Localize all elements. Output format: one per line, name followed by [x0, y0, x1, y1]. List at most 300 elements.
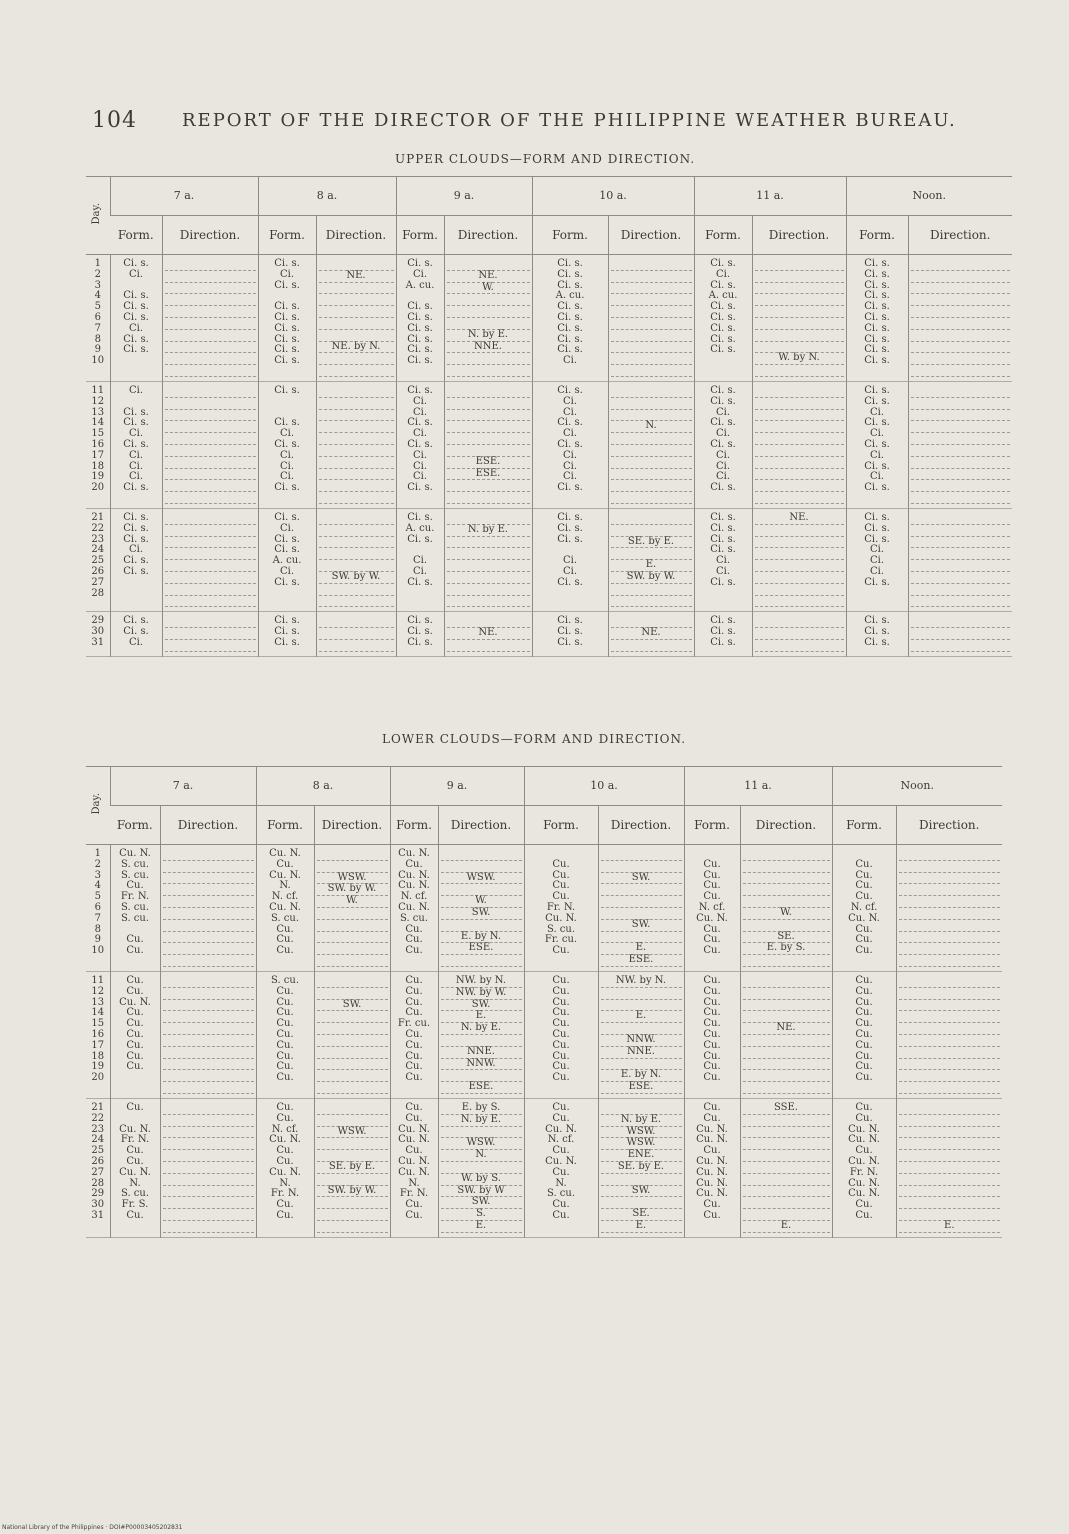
- cell-line: [611, 271, 692, 283]
- time-header-11a: 11 a.: [694, 177, 846, 216]
- cell-line: [611, 457, 692, 469]
- cell-line: Ci.: [412, 555, 428, 567]
- cell-line: [317, 988, 388, 1000]
- cell-line: NNE.: [447, 342, 530, 354]
- cell-line: ENE.: [601, 1150, 682, 1162]
- cell-line: [163, 932, 254, 944]
- cell-line: N. cf.: [271, 1123, 299, 1135]
- form-cell: [396, 255, 444, 382]
- cell-line: [743, 1082, 830, 1094]
- cell-line: Ci. s.: [557, 268, 583, 280]
- direction-cell: [438, 845, 524, 972]
- cell-line: [163, 988, 254, 1000]
- direction-cell: [598, 1098, 684, 1237]
- cell-line: 13: [91, 996, 105, 1008]
- cell-line: Ci.: [279, 460, 295, 472]
- cell-line: [165, 584, 256, 596]
- day-numbers: [86, 612, 110, 656]
- cell-line: Cu.: [405, 1072, 423, 1084]
- cell-line: 11: [91, 384, 105, 396]
- form-cell: [684, 971, 740, 1098]
- cell-line: [163, 884, 254, 896]
- direction-header: Direction.: [740, 806, 832, 845]
- cell-line: [911, 259, 1011, 271]
- cell-line: Cu.: [405, 945, 423, 957]
- cell-line: [165, 445, 256, 457]
- cell-line: Cu.: [703, 1028, 721, 1040]
- cell-line: [911, 386, 1011, 398]
- direction-header: Direction.: [444, 216, 532, 255]
- cell-line: Ci. s.: [123, 626, 149, 638]
- cell-line: NE.: [611, 628, 692, 640]
- day-group-row: [86, 845, 1002, 972]
- cell-line: 2: [94, 858, 101, 870]
- cell-line: Ci. s.: [557, 258, 583, 269]
- cell-line: Cu.: [405, 1145, 423, 1157]
- cell-line: Cu.: [703, 1039, 721, 1051]
- cell-line: [743, 1127, 830, 1139]
- time-header-7a: 7 a.: [110, 177, 258, 216]
- form-header: Form.: [524, 806, 598, 845]
- cell-line: [317, 849, 388, 861]
- cell-line: Ci. s.: [710, 511, 736, 523]
- cell-line: Ci.: [715, 555, 731, 567]
- cell-line: 1: [94, 848, 101, 859]
- cell-line: [755, 306, 844, 318]
- direction-cell: [444, 508, 532, 611]
- cell-line: Ci. s.: [864, 311, 890, 323]
- cell-line: [755, 537, 844, 549]
- cell-line: 11: [91, 974, 105, 986]
- cell-line: [261, 589, 314, 600]
- cell-line: [743, 1197, 830, 1209]
- direction-cell: [908, 381, 1012, 508]
- cell-line: [743, 1115, 830, 1127]
- cell-line: [601, 1174, 682, 1186]
- cell-line: [447, 306, 530, 318]
- direction-cell: [160, 845, 256, 972]
- form-cell: [846, 381, 908, 508]
- direction-cell: [752, 381, 846, 508]
- cell-line: 22: [91, 522, 105, 534]
- cell-line: SW.: [441, 908, 522, 920]
- cell-line: [165, 433, 256, 445]
- cell-line: Cu.: [855, 996, 873, 1008]
- cell-line: [743, 1059, 830, 1071]
- cell-line: SSE.: [743, 1103, 830, 1115]
- cell-line: Ci. s.: [123, 533, 149, 545]
- cell-line: Cu. N.: [398, 1134, 430, 1146]
- cell-line: [911, 353, 1011, 365]
- cell-line: NNW.: [601, 1035, 682, 1047]
- cell-line: Cu.: [276, 1199, 294, 1211]
- cell-line: Ci.: [412, 471, 428, 483]
- cell-line: Cu.: [552, 945, 570, 957]
- cell-line: SW. by W.: [317, 1186, 388, 1198]
- cell-line: Ci.: [128, 544, 144, 556]
- cell-line: [163, 1221, 254, 1233]
- cell-line: Ci. s.: [557, 438, 583, 450]
- cell-line: [165, 537, 256, 549]
- cell-line: N.: [279, 880, 291, 892]
- cell-line: Cu.: [276, 1101, 294, 1113]
- cell-line: [317, 932, 388, 944]
- cell-line: [163, 1070, 254, 1082]
- cell-line: Cu.: [405, 1061, 423, 1073]
- cell-line: Cu.: [276, 1112, 294, 1124]
- cell-line: Cu. N.: [398, 1155, 430, 1167]
- direction-cell: [608, 612, 694, 656]
- cell-line: Cu.: [703, 869, 721, 881]
- cell-line: [317, 1082, 388, 1094]
- cell-line: [163, 1209, 254, 1221]
- cell-line: [611, 294, 692, 306]
- cell-line: Cu.: [276, 1039, 294, 1051]
- cell-line: WSW.: [317, 873, 388, 885]
- form-cell: [846, 612, 908, 656]
- cell-line: [317, 1138, 388, 1150]
- cell-line: ESE.: [447, 457, 530, 469]
- cell-line: Cu.: [703, 1145, 721, 1157]
- direction-cell: [314, 1098, 390, 1237]
- cell-line: SW.: [317, 1000, 388, 1012]
- cell-line: [899, 873, 1001, 885]
- cell-line: Cu.: [855, 1112, 873, 1124]
- cell-line: E.: [601, 1011, 682, 1023]
- cell-line: [755, 584, 844, 596]
- form-cell: [396, 508, 444, 611]
- cell-line: Cu. N.: [848, 1134, 880, 1146]
- cell-line: [755, 445, 844, 457]
- cell-line: [849, 589, 906, 600]
- cell-line: 12: [91, 985, 105, 997]
- cell-line: Ci. s.: [557, 533, 583, 545]
- cell-line: [911, 513, 1011, 525]
- cell-line: [755, 421, 844, 433]
- cell-line: Ci.: [412, 268, 428, 280]
- cell-line: 19: [91, 471, 105, 483]
- cell-line: Ci. s.: [864, 626, 890, 638]
- cell-line: Cu.: [703, 1199, 721, 1211]
- cell-line: Cu. N.: [398, 869, 430, 881]
- cell-line: [899, 908, 1001, 920]
- cell-line: 31: [91, 1209, 105, 1221]
- cell-line: Cu.: [276, 1061, 294, 1073]
- cell-line: Cu.: [855, 880, 873, 892]
- cell-line: [319, 628, 394, 640]
- form-cell: [532, 381, 608, 508]
- cell-line: ESE.: [601, 1082, 682, 1094]
- cell-line: N. cf.: [400, 891, 428, 903]
- cell-line: [755, 480, 844, 492]
- cell-line: Ci. s.: [274, 482, 300, 494]
- cell-line: Ci. s.: [407, 576, 433, 588]
- cell-line: Fr. N.: [399, 1188, 429, 1200]
- cell-line: Ci.: [412, 460, 428, 472]
- cell-line: [743, 1035, 830, 1047]
- cell-line: [447, 584, 530, 596]
- direction-cell: [316, 612, 396, 656]
- cell-line: N.: [441, 1150, 522, 1162]
- cell-line: Cu.: [276, 996, 294, 1008]
- cell-line: 22: [91, 1112, 105, 1124]
- cell-line: Ci.: [562, 428, 578, 440]
- cell-line: [317, 920, 388, 932]
- cell-line: [755, 330, 844, 342]
- cell-line: [911, 330, 1011, 342]
- cell-line: Cu. N.: [696, 912, 728, 924]
- cell-line: Cu.: [703, 1061, 721, 1073]
- cell-line: [163, 1127, 254, 1139]
- cell-line: [911, 318, 1011, 330]
- cell-line: 15: [91, 1018, 105, 1030]
- cell-line: Ci. s.: [274, 544, 300, 556]
- cell-line: 14: [91, 1007, 105, 1019]
- cell-line: Cu.: [855, 858, 873, 870]
- cell-line: Cu. N.: [398, 1166, 430, 1178]
- cell-line: Cu.: [126, 1039, 144, 1051]
- cell-line: NW. by W.: [441, 988, 522, 1000]
- cell-line: 18: [91, 460, 105, 472]
- cell-line: [319, 457, 394, 469]
- cell-line: 25: [91, 1145, 105, 1157]
- cell-line: Ci. s.: [274, 301, 300, 313]
- cell-line: Cu.: [855, 1101, 873, 1113]
- cell-line: Cu.: [855, 985, 873, 997]
- cell-line: Cu.: [552, 1039, 570, 1051]
- cell-line: Cu.: [276, 1209, 294, 1221]
- cell-line: NE.: [447, 271, 530, 283]
- cell-line: Cu.: [552, 996, 570, 1008]
- cell-line: [911, 628, 1011, 640]
- cell-line: [743, 1138, 830, 1150]
- cell-line: Cu.: [855, 1199, 873, 1211]
- cell-line: 13: [91, 406, 105, 418]
- cell-line: [447, 318, 530, 330]
- cell-line: Cu. N.: [848, 1188, 880, 1200]
- cell-line: [165, 596, 256, 608]
- cell-line: 6: [94, 901, 101, 913]
- cell-line: [601, 908, 682, 920]
- cell-line: [163, 873, 254, 885]
- cell-line: [755, 560, 844, 572]
- cell-line: N.: [129, 1177, 141, 1189]
- cell-line: Ci.: [562, 471, 578, 483]
- day-group-row: [86, 612, 1012, 656]
- cell-line: Cu.: [855, 1018, 873, 1030]
- form-cell: [110, 971, 160, 1098]
- cell-line: Cu.: [276, 1155, 294, 1167]
- cell-line: Ci.: [128, 428, 144, 440]
- cell-line: Ci.: [128, 636, 144, 648]
- lower-clouds-title: LOWER CLOUDS—FORM AND DIRECTION.: [382, 732, 687, 746]
- cell-line: [911, 433, 1011, 445]
- cell-line: S. cu.: [270, 974, 300, 986]
- cell-line: 28: [91, 587, 105, 599]
- cell-line: Ci.: [715, 428, 731, 440]
- time-header-9a: 9 a.: [396, 177, 532, 216]
- cell-line: Ci.: [562, 460, 578, 472]
- form-cell: [532, 255, 608, 382]
- cell-line: Cu.: [703, 858, 721, 870]
- cell-line: Ci. s.: [864, 511, 890, 523]
- cell-line: [165, 525, 256, 537]
- cell-line: Cu.: [703, 934, 721, 946]
- form-header: Form.: [846, 216, 908, 255]
- cell-line: Ci.: [128, 449, 144, 461]
- cell-line: Ci. s.: [407, 626, 433, 638]
- cell-line: NNE.: [441, 1047, 522, 1059]
- cell-line: Cu. N.: [696, 1155, 728, 1167]
- cell-line: Ci.: [562, 395, 578, 407]
- cell-line: Cu.: [405, 1028, 423, 1040]
- direction-cell: [752, 508, 846, 611]
- cell-line: [911, 410, 1011, 422]
- form-cell: [390, 845, 438, 972]
- cell-line: [899, 849, 1001, 861]
- cell-line: Ci.: [128, 322, 144, 334]
- cell-line: [319, 596, 394, 608]
- cell-line: Ci.: [869, 471, 885, 483]
- cell-line: Ci. s.: [557, 384, 583, 396]
- cell-line: Cu.: [703, 923, 721, 935]
- day-numbers: [86, 508, 110, 611]
- cell-line: [911, 640, 1011, 652]
- cell-line: Cu.: [276, 1007, 294, 1019]
- cell-line: 26: [91, 565, 105, 577]
- cell-line: [317, 943, 388, 955]
- cell-line: [755, 294, 844, 306]
- cell-line: Ci. s.: [274, 438, 300, 450]
- cell-line: [899, 1197, 1001, 1209]
- cell-line: Ci. s.: [274, 576, 300, 588]
- cell-line: 19: [91, 1061, 105, 1073]
- cell-line: [743, 1000, 830, 1012]
- direction-cell: [162, 508, 258, 611]
- cell-line: Ci. s.: [710, 395, 736, 407]
- cell-line: [601, 896, 682, 908]
- cell-line: [743, 1150, 830, 1162]
- direction-cell: [316, 255, 396, 382]
- cell-line: [911, 283, 1011, 295]
- cell-line: NW. by N.: [441, 976, 522, 988]
- cell-line: Ci. s.: [557, 511, 583, 523]
- cell-line: Ci. s.: [864, 268, 890, 280]
- direction-cell: [752, 255, 846, 382]
- time-header-7a: 7 a.: [110, 767, 256, 806]
- cell-line: [899, 1115, 1001, 1127]
- cell-line: [113, 1073, 158, 1084]
- cell-line: Cu.: [405, 858, 423, 870]
- day-numbers: [86, 971, 110, 1098]
- cell-line: Cu.: [276, 923, 294, 935]
- cell-line: Ci. s.: [407, 417, 433, 429]
- cell-line: [755, 596, 844, 608]
- cell-line: Ci. s.: [407, 311, 433, 323]
- cell-line: Ci. s.: [864, 279, 890, 291]
- cell-line: [697, 356, 750, 367]
- cell-line: [611, 259, 692, 271]
- cell-line: Ci. s.: [710, 544, 736, 556]
- cell-line: [697, 589, 750, 600]
- cell-line: [447, 513, 530, 525]
- cell-line: SE.: [601, 1209, 682, 1221]
- cell-line: W.: [317, 896, 388, 908]
- cell-line: 5: [94, 301, 101, 313]
- cell-line: Cu. N.: [119, 996, 151, 1008]
- cell-line: Ci.: [128, 471, 144, 483]
- cell-line: Cu.: [126, 1061, 144, 1073]
- cell-line: Ci. s.: [274, 417, 300, 429]
- cell-line: [899, 1035, 1001, 1047]
- cell-line: Ci. s.: [407, 258, 433, 269]
- cell-line: Ci. s.: [710, 533, 736, 545]
- cell-line: [163, 1047, 254, 1059]
- cell-line: N. cf.: [698, 901, 726, 913]
- cell-line: Ci.: [562, 406, 578, 418]
- day-group-row: [86, 381, 1012, 508]
- cell-line: [611, 513, 692, 525]
- form-cell: [258, 381, 316, 508]
- cell-line: Ci. s.: [123, 406, 149, 418]
- cell-line: Cu.: [703, 1101, 721, 1113]
- cell-line: [163, 943, 254, 955]
- cell-line: Ci. s.: [407, 322, 433, 334]
- cell-line: 31: [91, 636, 105, 648]
- cell-line: Cu.: [552, 1112, 570, 1124]
- cell-line: NE. by N.: [319, 342, 394, 354]
- cell-line: Ci. s.: [864, 522, 890, 534]
- form-cell: [110, 381, 162, 508]
- day-header: Day.: [86, 177, 110, 255]
- cell-line: NE.: [319, 271, 394, 283]
- cell-line: [899, 1082, 1001, 1094]
- cell-line: Cu.: [276, 1072, 294, 1084]
- cell-line: Cu.: [552, 880, 570, 892]
- cell-line: Ci. s.: [710, 417, 736, 429]
- form-header: Form.: [258, 216, 316, 255]
- upper-clouds-title: UPPER CLOUDS—FORM AND DIRECTION.: [395, 152, 696, 166]
- cell-line: Ci. s.: [274, 636, 300, 648]
- cell-line: [743, 1047, 830, 1059]
- cell-line: [165, 283, 256, 295]
- direction-cell: [908, 612, 1012, 656]
- form-cell: [694, 381, 752, 508]
- form-cell: [832, 1098, 896, 1237]
- cell-line: Ci. s.: [123, 522, 149, 534]
- cell-line: Ci.: [869, 555, 885, 567]
- cell-line: [163, 1150, 254, 1162]
- cell-line: Cu.: [703, 974, 721, 986]
- cell-line: WSW.: [441, 873, 522, 885]
- cell-line: Ci. s.: [710, 279, 736, 291]
- cell-line: 16: [91, 438, 105, 450]
- cell-line: N.: [611, 421, 692, 433]
- cell-line: [165, 560, 256, 572]
- cell-line: Cu.: [552, 1028, 570, 1040]
- form-header: Form.: [110, 806, 160, 845]
- cell-line: SE.: [743, 932, 830, 944]
- day-numbers: [86, 845, 110, 972]
- form-cell: [532, 612, 608, 656]
- cell-line: [899, 896, 1001, 908]
- cell-line: S. cu.: [120, 1188, 150, 1200]
- direction-cell: [740, 845, 832, 972]
- direction-cell: [896, 1098, 1002, 1237]
- cell-line: Cu.: [552, 1199, 570, 1211]
- cell-line: Ci. s.: [864, 384, 890, 396]
- cell-line: Cu.: [126, 945, 144, 957]
